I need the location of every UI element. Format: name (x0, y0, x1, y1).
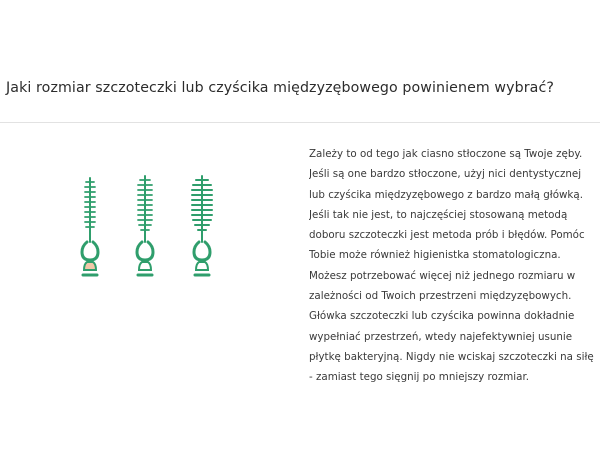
section-divider (0, 122, 600, 123)
answer-line: Główka szczoteczki lub czyścika powinna dokładnie (309, 310, 575, 323)
faq-answer (309, 144, 600, 388)
answer-line: lub czyścika międzyzębowego z bardzo małą główką. (309, 188, 583, 201)
answer-line: Jeśli są one bardzo stłoczone, użyj nici dentystycznej (309, 168, 582, 181)
answer-line: doboru szczoteczki jest metoda prób i błędów. Pomóc (309, 229, 585, 242)
answer-line: wypełniać przestrzeń, wtedy najefektywniej usunie (309, 330, 573, 343)
small-brush (82, 178, 98, 275)
answer-line: Zależy to od tego jak ciasno stłoczone są Twoje zęby. (309, 148, 583, 160)
medium-brush (137, 176, 153, 275)
answer-line: Możesz potrzebować więcej niż jednego rozmiaru w (309, 269, 576, 282)
answer-line: - zamiast tego sięgnij po mniejszy rozmiar. (309, 371, 530, 384)
interdental-brushes-illustration (70, 170, 230, 290)
answer-line: Tobie może również higienistka stomatologiczna. (309, 249, 561, 262)
faq-question: Jaki rozmiar szczoteczki lub czyścika międzyzębowego powinienem wybrać? (6, 80, 554, 96)
answer-line: zależności od Twoich przestrzeni międzyzębowych. (309, 290, 572, 303)
large-brush (192, 176, 212, 275)
answer-line: płytkę bakteryjną. Nigdy nie wciskaj szczoteczki na siłę (309, 350, 594, 363)
answer-line: Jeśli tak nie jest, to najczęściej stosowaną metodą (309, 208, 568, 221)
